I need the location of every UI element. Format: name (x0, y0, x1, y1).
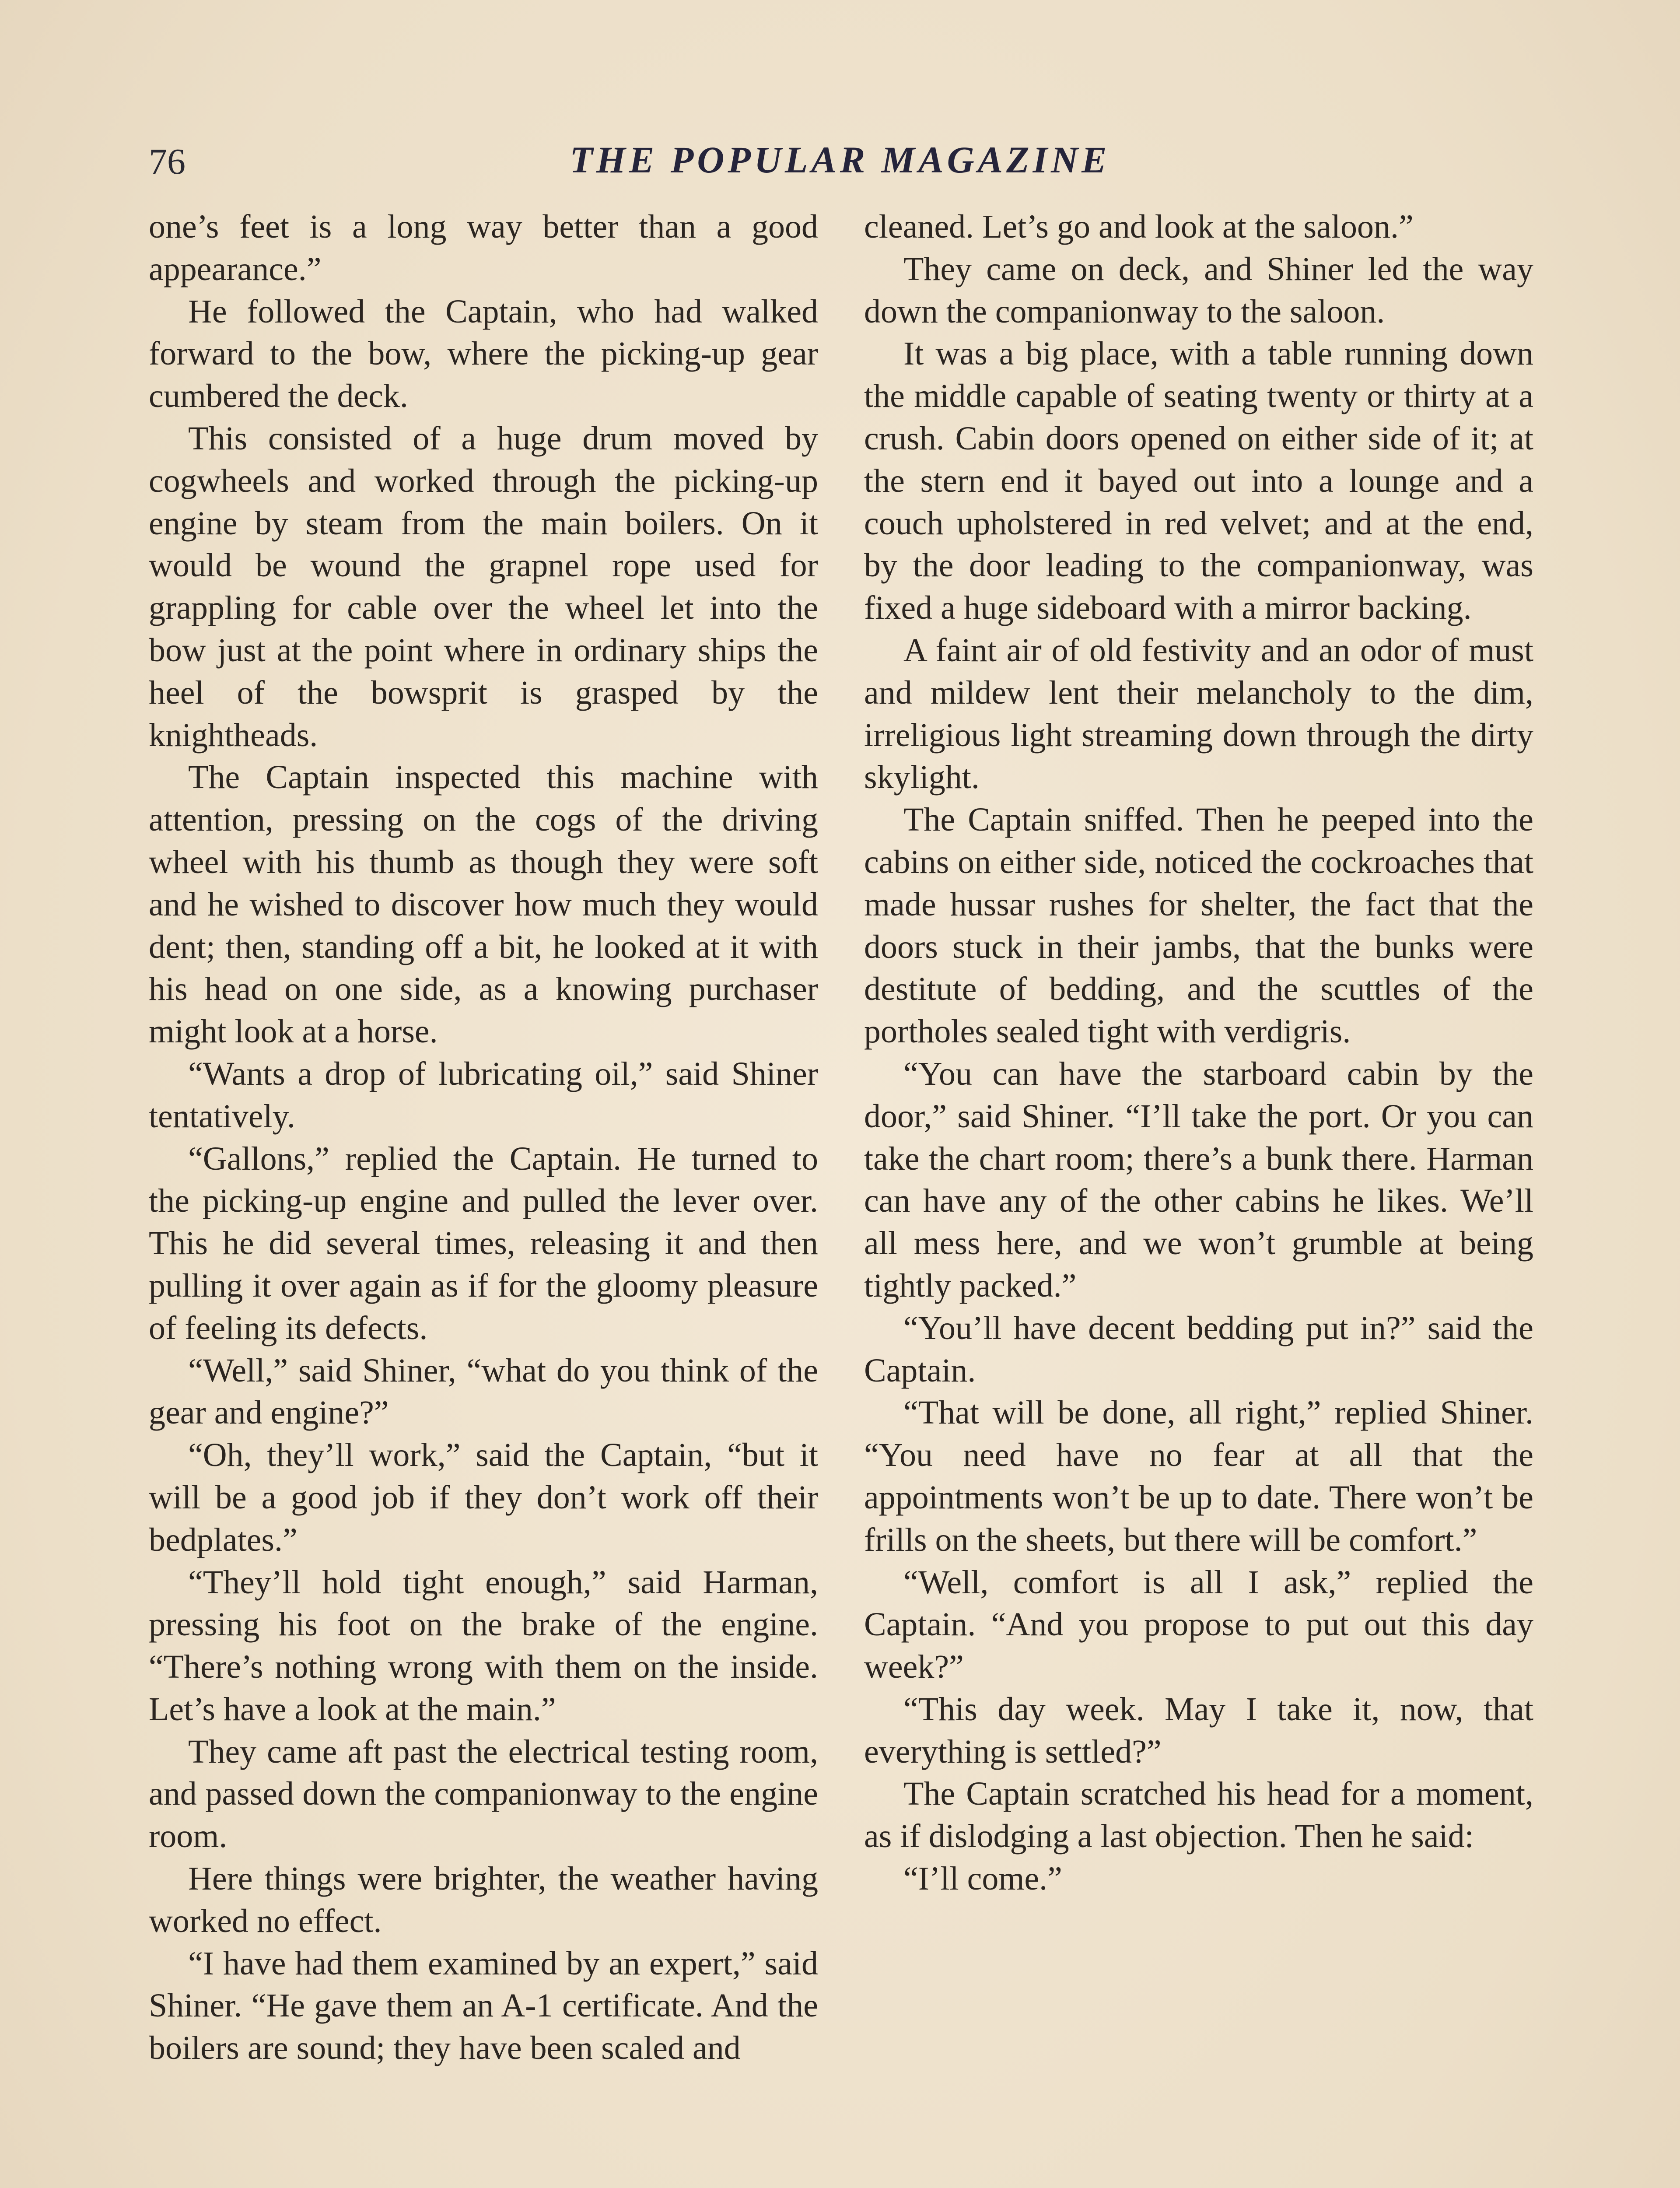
paragraph: cleaned. Let’s go and look at the saloon.” (864, 208, 1414, 245)
paragraph: They came aft past the electrical testing room, and passed down the companionway to the engine room. (149, 1733, 818, 1855)
paragraph: The Captain scratched his head for a moment, as if dislodging a last objection. Then he said: (864, 1775, 1533, 1855)
paragraph: “You can have the starboard cabin by the door,” said Shiner. “I’ll take the port. Or you can take the chart room; there’s a bunk there. Harman can have any of the other cabins he likes. We’ll all mess here, and we won’t grumble at being tightly packed.” (864, 1055, 1533, 1304)
paragraph: “I have had them examined by an expert,” said Shiner. “He gave them an A-1 certificate. And the boilers are sound; they have been scaled and (149, 1945, 818, 2067)
running-title: THE POPULAR MAGAZINE (570, 139, 1110, 181)
paragraph: This consisted of a huge drum moved by cogwheels and worked through the picking-up engine by steam from the main boilers. On it would be wound the grapnel rope used for grappling for cable over the wheel let into the bow just at the point where in ordinary ships the heel of the bowsprit is grasped by the knightheads. (149, 420, 818, 754)
paragraph: “You’ll have decent bedding put in?” said the Captain. (864, 1309, 1533, 1389)
paragraph: “They’ll hold tight enough,” said Harman, pressing his foot on the brake of the engine. “There’s nothing wrong with them on the inside. Let’s have a look at the main.” (149, 1564, 818, 1728)
paragraph: “This day week. May I take it, now, that everything is settled?” (864, 1690, 1533, 1770)
paragraph: “Oh, they’ll work,” said the Captain, “but it will be a good job if they don’t work off their bedplates.” (149, 1437, 818, 1558)
paragraph: A faint air of old festivity and an odor of must and mildew lent their melancholy to the dim, irreligious light streaming down through the dirty skylight. (864, 631, 1533, 796)
paragraph: “Gallons,” replied the Captain. He turned to the picking-up engine and pulled the lever over. This he did several times, releasing it and then pulling it over again as if for the gloomy pleasure of feeling its defects. (149, 1140, 818, 1346)
paragraph: The Captain inspected this machine with attention, pressing on the cogs of the driving wheel with his thumb as though they were soft and he wished to discover how much they would dent; then, standing off a bit, he looked at it with his head on one side, as a knowing purchaser might look at a horse. (149, 759, 818, 1050)
paragraph: Here things were brighter, the weather having worked no effect. (149, 1860, 818, 1939)
paragraph: “Well,” said Shiner, “what do you think of the gear and engine?” (149, 1352, 818, 1431)
paragraph: “That will be done, all right,” replied Shiner. “You need have no fear at all that the appointments won’t be up to date. There won’t be frills on the sheets, but there will be comfort.” (864, 1394, 1533, 1558)
page-header (149, 131, 1531, 188)
paragraph: one’s feet is a long way better than a good appearance.” (149, 208, 818, 288)
right-column (864, 206, 1533, 1900)
paragraph: “I’ll come.” (903, 1860, 1062, 1897)
paragraph: It was a big place, with a table running down the middle capable of seating twenty or thirty at a crush. Cabin doors opened on either side of it; at the stern end it bayed out into a lounge and a couch upholstered in red velvet; and at the end, by the door leading to the companionway, was fixed a huge sideboard with a mirror backing. (864, 335, 1533, 627)
page-number: 76 (149, 141, 186, 182)
left-column (149, 206, 818, 2069)
paragraph: “Wants a drop of lubricating oil,” said Shiner tentatively. (149, 1055, 818, 1135)
paragraph: The Captain sniffed. Then he peeped into the cabins on either side, noticed the cockroaches that made hussar rushes for shelter, the fact that the doors stuck in their jambs, that the bunks were destitute of bedding, and the scuttles of the portholes sealed tight with verdigris. (864, 801, 1533, 1050)
paragraph: “Well, comfort is all I ask,” replied the Captain. “And you propose to put out this day week?” (864, 1564, 1533, 1686)
paragraph: They came on deck, and Shiner led the way down the companionway to the saloon. (864, 250, 1533, 330)
paragraph: He followed the Captain, who had walked forward to the bow, where the picking-up gear cumbered the deck. (149, 293, 818, 415)
